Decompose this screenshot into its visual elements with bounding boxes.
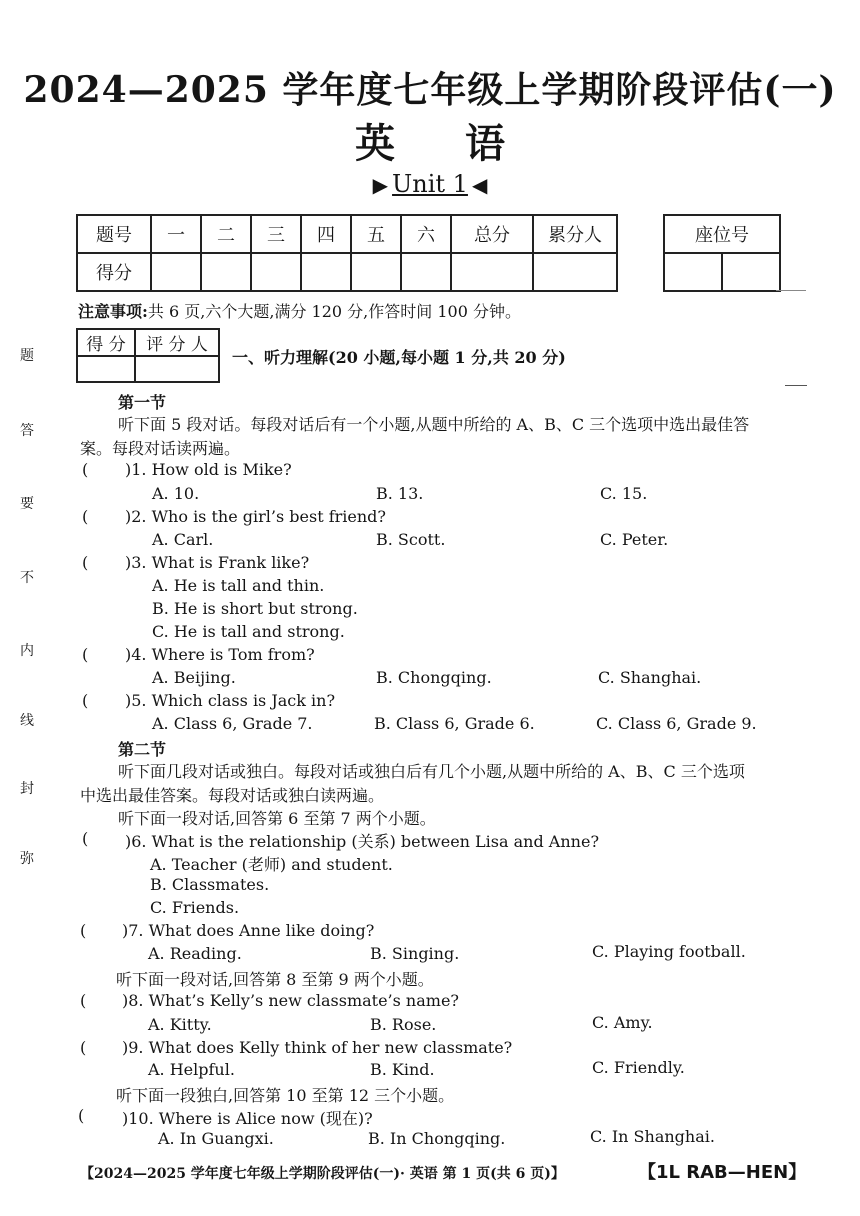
part2-title: 第二节: [118, 740, 167, 759]
option-c: C. Playing football.: [592, 942, 746, 961]
option-a: A. Teacher (老师) and student.: [150, 855, 393, 874]
option-a: A. Carl.: [152, 530, 214, 549]
answer-bracket[interactable]: (: [82, 507, 89, 526]
option-b: B. Classmates.: [150, 875, 270, 894]
seat-label: 座位号: [664, 215, 780, 253]
score-input-cell[interactable]: [533, 253, 617, 291]
question-4: )4. Where is Tom from?: [125, 645, 315, 664]
score-cell: 二: [201, 215, 251, 253]
score-input-cell[interactable]: [451, 253, 533, 291]
edge-line: [776, 290, 806, 291]
unit-label: [0, 170, 860, 198]
score-input-cell[interactable]: [301, 253, 351, 291]
seat-input-cell[interactable]: [722, 253, 780, 291]
grader-name-label: 评 分 人: [135, 329, 219, 356]
option-c: C. 15.: [600, 484, 648, 503]
notice-text: 共 6 页,六个大题,满分 120 分,作答时间 100 分钟。: [147, 302, 521, 321]
part2-instruction-line1: 听下面几段对话或独白。每段对话或独白后有几个小题,从题中所给的 A、B、C 三个选项: [118, 762, 745, 781]
score-cell: 一: [151, 215, 201, 253]
part1-title: 第一节: [118, 393, 167, 412]
answer-bracket[interactable]: (: [82, 645, 89, 664]
score-cell: 六: [401, 215, 451, 253]
question-9: )9. What does Kelly think of her new classmate?: [122, 1038, 513, 1057]
seat-table: [663, 214, 781, 292]
option-c: C. Class 6, Grade 9.: [596, 714, 757, 733]
section-heading: 一、听力理解(20 小题,每小题 1 分,共 20 分): [232, 348, 566, 367]
side-char: 封: [20, 781, 34, 797]
option-b: B. Kind.: [370, 1060, 435, 1079]
arrow-left-icon: ◀: [471, 173, 488, 197]
score-table-header-row: [77, 215, 617, 253]
score-cell: 五: [351, 215, 401, 253]
sub-instruction-10-12: 听下面一段独白,回答第 10 至第 12 三个小题。: [116, 1086, 455, 1105]
question-8: )8. What’s Kelly’s new classmate’s name?: [122, 991, 459, 1010]
question-2: )2. Who is the girl’s best friend?: [125, 507, 386, 526]
option-a: A. Reading.: [148, 944, 242, 963]
part1-instruction-line2: 案。每段对话读两遍。: [80, 439, 241, 458]
grader-box: [76, 328, 220, 383]
option-b: B. He is short but strong.: [152, 599, 358, 618]
option-c: C. Amy.: [592, 1013, 653, 1032]
paper-code: 【1L RAB—HEN】: [638, 1162, 807, 1183]
option-a: A. Kitty.: [148, 1015, 212, 1034]
side-char: 内: [20, 643, 34, 659]
sub-instruction-8-9: 听下面一段对话,回答第 8 至第 9 两个小题。: [116, 970, 434, 989]
part2-instruction-line2: 中选出最佳答案。每段对话或独白读两遍。: [80, 786, 385, 805]
part1-instruction-line1: 听下面 5 段对话。每段对话后有一个小题,从题中所给的 A、B、C 三个选项中选出最佳答: [118, 415, 750, 434]
option-b: B. In Chongqing.: [368, 1129, 506, 1148]
score-cell: 总分: [451, 215, 533, 253]
score-input-cell[interactable]: [251, 253, 301, 291]
option-b: B. Singing.: [370, 944, 460, 963]
score-table-score-row: [77, 253, 617, 291]
option-a: A. Helpful.: [148, 1060, 235, 1079]
answer-bracket[interactable]: (: [82, 460, 89, 479]
question-3: )3. What is Frank like?: [125, 553, 310, 572]
answer-bracket[interactable]: (: [82, 553, 89, 572]
notice: [78, 299, 521, 322]
option-c: C. Friends.: [150, 898, 240, 917]
option-a: A. Beijing.: [152, 668, 236, 687]
score-cell: 题号: [77, 215, 151, 253]
arrow-right-icon: ▶: [372, 173, 389, 197]
side-char: 不: [20, 570, 34, 586]
option-a: A. In Guangxi.: [158, 1129, 274, 1148]
score-cell: 四: [301, 215, 351, 253]
score-input-cell[interactable]: [151, 253, 201, 291]
grader-name-cell[interactable]: [135, 356, 219, 382]
exam-title: 2024—2025 学年度七年级上学期阶段评估(一): [23, 69, 837, 111]
question-10: )10. Where is Alice now (现在)?: [122, 1109, 373, 1128]
score-row-label: 得分: [77, 253, 151, 291]
grader-score-label: 得 分: [77, 329, 135, 356]
option-b: B. 13.: [376, 484, 424, 503]
option-a: A. Class 6, Grade 7.: [152, 714, 313, 733]
question-1: )1. How old is Mike?: [125, 460, 292, 479]
page-footer: 【2024—2025 学年度七年级上学期阶段评估(一)· 英语 第 1 页(共 6 页)】: [80, 1166, 565, 1182]
option-a: A. He is tall and thin.: [152, 576, 325, 595]
edge-dash: [785, 385, 807, 386]
option-c: C. Friendly.: [592, 1058, 685, 1077]
answer-bracket[interactable]: (: [80, 991, 87, 1010]
side-char: 答: [20, 423, 34, 439]
option-b: B. Scott.: [376, 530, 446, 549]
answer-bracket[interactable]: (: [80, 1038, 87, 1057]
option-b: B. Rose.: [370, 1015, 437, 1034]
score-cell: 三: [251, 215, 301, 253]
score-input-cell[interactable]: [201, 253, 251, 291]
side-char: 弥: [20, 851, 34, 867]
question-7: )7. What does Anne like doing?: [122, 921, 375, 940]
option-c: C. In Shanghai.: [590, 1127, 715, 1146]
side-char: 线: [20, 713, 34, 729]
option-b: B. Chongqing.: [376, 668, 492, 687]
sub-instruction-6-7: 听下面一段对话,回答第 6 至第 7 两个小题。: [118, 809, 436, 828]
question-5: )5. Which class is Jack in?: [125, 691, 336, 710]
grader-score-cell[interactable]: [77, 356, 135, 382]
score-input-cell[interactable]: [401, 253, 451, 291]
seat-input-cell[interactable]: [664, 253, 722, 291]
option-b: B. Class 6, Grade 6.: [374, 714, 535, 733]
answer-bracket[interactable]: (: [80, 921, 87, 940]
unit-name: Unit 1: [392, 170, 468, 198]
option-c: C. Shanghai.: [598, 668, 702, 687]
notice-label: 注意事项:: [78, 302, 148, 321]
answer-bracket[interactable]: (: [78, 1106, 85, 1125]
score-cell: 累分人: [533, 215, 617, 253]
subject-title: 英语: [355, 120, 575, 167]
option-c: C. He is tall and strong.: [152, 622, 345, 641]
answer-bracket[interactable]: (: [82, 829, 89, 848]
answer-bracket[interactable]: (: [82, 691, 89, 710]
option-c: C. Peter.: [600, 530, 669, 549]
score-table: [76, 214, 618, 292]
score-input-cell[interactable]: [351, 253, 401, 291]
side-char: 要: [20, 496, 34, 512]
side-char: 题: [20, 348, 34, 364]
question-6: )6. What is the relationship (关系) between Lisa and Anne?: [125, 832, 600, 851]
option-a: A. 10.: [152, 484, 200, 503]
